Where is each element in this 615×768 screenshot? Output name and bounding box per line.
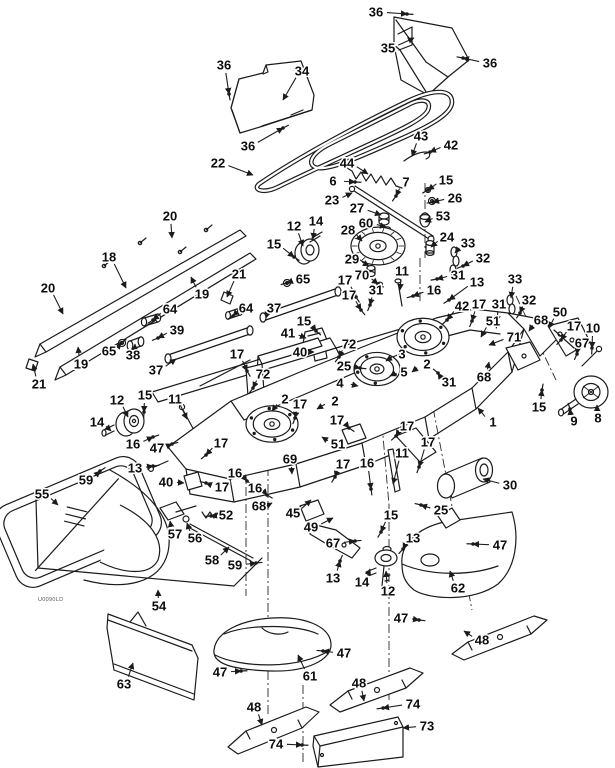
leader-line: [233, 312, 237, 316]
part-label-67: 67: [574, 335, 590, 351]
part-label-55: 55: [34, 486, 50, 502]
leader-line: [396, 189, 400, 196]
leader-line: [463, 261, 473, 266]
part-label-15: 15: [438, 172, 454, 188]
part-label-20: 20: [162, 208, 178, 224]
leader-line: [478, 408, 485, 417]
part-label-25: 25: [433, 502, 449, 518]
leader-line: [258, 714, 262, 725]
fastener-shank: [256, 562, 262, 563]
part-label-16: 16: [125, 436, 141, 452]
part-label-47: 47: [393, 610, 409, 626]
part-label-12: 12: [109, 392, 125, 408]
part-label-57: 57: [167, 526, 183, 542]
leader-line: [231, 671, 241, 672]
part-label-51: 51: [485, 313, 501, 329]
fastener-shank: [317, 650, 323, 651]
leader-line: [114, 264, 126, 288]
caster-wheel-top-12: [295, 232, 322, 264]
part-label-72: 72: [255, 366, 271, 382]
leader-line: [421, 505, 430, 508]
drawing-watermark: U0090LD: [38, 597, 64, 603]
anti-scalp-roller-30: [438, 458, 493, 498]
part-label-32: 32: [521, 292, 537, 308]
part-label-25: 25: [336, 358, 352, 374]
leader-line: [78, 347, 79, 356]
part-label-36: 36: [368, 4, 384, 20]
part-label-36: 36: [240, 138, 256, 154]
fastener-shank: [360, 368, 366, 369]
part-label-54: 54: [151, 598, 167, 614]
part-label-48: 48: [474, 632, 490, 648]
part-label-58: 58: [204, 552, 220, 568]
part-label-16: 16: [247, 480, 263, 496]
part-label-41: 41: [280, 325, 296, 341]
part-label-47: 47: [149, 440, 165, 456]
hanger-assembly: [300, 500, 397, 586]
part-label-27: 27: [349, 200, 365, 216]
leader-line: [428, 184, 436, 190]
leader-line: [403, 727, 416, 728]
part-label-40: 40: [292, 344, 308, 360]
part-label-56: 56: [187, 530, 203, 546]
part-label-33: 33: [507, 271, 523, 287]
part-label-47: 47: [336, 645, 352, 661]
part-label-17: 17: [420, 434, 436, 450]
part-label-36: 36: [216, 57, 232, 73]
leader-line: [413, 292, 423, 296]
part-label-19: 19: [194, 286, 210, 302]
part-label-18: 18: [101, 249, 117, 265]
part-label-11: 11: [168, 391, 182, 407]
part-label-44: 44: [339, 155, 355, 171]
part-label-30: 30: [502, 477, 518, 493]
part-label-31: 31: [450, 267, 466, 283]
part-label-42: 42: [454, 298, 470, 314]
leader-line: [228, 166, 253, 175]
part-label-23: 23: [324, 192, 340, 208]
fastener-shank: [361, 310, 365, 315]
part-label-17: 17: [329, 412, 345, 428]
part-label-72: 72: [341, 336, 357, 352]
leader-line: [337, 561, 340, 571]
part-label-59: 59: [78, 472, 94, 488]
part-label-48: 48: [246, 699, 262, 715]
part-label-64: 64: [162, 301, 178, 317]
part-label-20: 20: [40, 280, 56, 296]
part-label-19: 19: [73, 356, 89, 372]
leader-line: [430, 148, 441, 152]
part-label-42: 42: [443, 137, 459, 153]
part-label-34: 34: [294, 63, 310, 79]
part-label-17: 17: [399, 418, 415, 434]
leader-line: [356, 301, 361, 310]
leader-line: [368, 210, 381, 215]
leader-line: [437, 276, 447, 279]
part-label-17: 17: [566, 318, 582, 334]
part-label-31: 31: [491, 296, 507, 312]
part-label-11: 11: [395, 445, 409, 461]
part-label-12: 12: [286, 218, 302, 234]
part-label-17: 17: [335, 456, 351, 472]
part-label-51: 51: [330, 436, 346, 452]
deck-shell-1: [168, 309, 558, 502]
part-label-17: 17: [341, 287, 357, 303]
part-label-17: 17: [337, 272, 353, 288]
part-label-36: 36: [482, 55, 498, 71]
part-label-22: 22: [210, 155, 226, 171]
leader-line: [464, 631, 472, 636]
part-label-13: 13: [469, 274, 485, 290]
part-label-60: 60: [358, 215, 374, 231]
part-label-17: 17: [292, 396, 308, 412]
leader-line: [246, 563, 256, 564]
part-label-12: 12: [380, 583, 396, 599]
part-label-2: 2: [281, 391, 289, 407]
part-label-13: 13: [127, 460, 143, 476]
part-label-13: 13: [325, 570, 341, 586]
part-label-3: 3: [398, 346, 406, 362]
part-label-2: 2: [331, 393, 339, 409]
part-label-9: 9: [570, 413, 578, 429]
spindle-pulley: [246, 406, 298, 442]
part-label-49: 49: [303, 519, 319, 535]
part-label-16: 16: [227, 465, 243, 481]
part-label-26: 26: [447, 190, 463, 206]
leader-line: [291, 467, 292, 474]
leader-line: [321, 518, 333, 524]
part-label-37: 37: [148, 362, 164, 378]
part-label-68: 68: [533, 312, 549, 328]
leader-line: [158, 333, 167, 338]
part-label-13: 13: [405, 530, 421, 546]
part-label-14: 14: [354, 574, 370, 590]
part-label-47: 47: [492, 537, 508, 553]
part-label-65: 65: [295, 271, 311, 287]
fastener-shank: [393, 196, 396, 201]
fastener-shank: [153, 465, 159, 466]
leader-line: [381, 522, 385, 532]
part-label-6: 6: [329, 173, 337, 189]
part-label-2: 2: [423, 356, 431, 372]
fastener-shank: [377, 708, 383, 709]
part-label-40: 40: [158, 474, 174, 490]
part-label-59: 59: [227, 557, 243, 573]
leader-line: [344, 181, 355, 182]
leader-line: [357, 167, 368, 174]
part-label-17: 17: [229, 346, 245, 362]
part-label-31: 31: [368, 282, 384, 298]
part-label-7: 7: [402, 174, 410, 190]
part-label-14: 14: [308, 213, 324, 229]
part-label-17: 17: [214, 479, 230, 495]
fastener-shank: [419, 620, 425, 621]
idler-spring-44: [347, 168, 402, 188]
part-label-31: 31: [441, 374, 457, 390]
leader-line: [387, 13, 407, 14]
part-label-17: 17: [471, 296, 487, 312]
part-label-33: 33: [460, 235, 476, 251]
part-label-24: 24: [439, 229, 455, 245]
leader-line: [258, 128, 283, 142]
part-label-68: 68: [476, 369, 492, 385]
part-label-38: 38: [125, 347, 141, 363]
leader-line: [171, 224, 172, 238]
part-label-8: 8: [594, 410, 602, 426]
part-label-1: 1: [489, 414, 497, 430]
leader-line: [283, 248, 294, 257]
leader-line: [177, 482, 184, 483]
part-label-64: 64: [238, 300, 254, 316]
part-label-67: 67: [325, 535, 341, 551]
part-label-35: 35: [380, 40, 396, 56]
part-label-68: 68: [251, 498, 267, 514]
leader-line: [383, 705, 402, 708]
part-label-15: 15: [266, 236, 282, 252]
part-label-71: 71: [506, 329, 522, 345]
part-label-5: 5: [400, 364, 408, 380]
leader-line: [226, 73, 229, 94]
part-label-32: 32: [475, 250, 491, 266]
leader-line: [270, 503, 272, 504]
part-label-39: 39: [169, 322, 185, 338]
part-label-61: 61: [302, 668, 318, 684]
discharge-baffle-73: [313, 717, 403, 767]
part-label-11: 11: [395, 263, 409, 279]
part-label-14: 14: [89, 414, 105, 430]
part-label-73: 73: [419, 718, 435, 734]
part-label-15: 15: [531, 399, 547, 415]
part-label-17: 17: [213, 435, 229, 451]
part-label-65: 65: [101, 343, 117, 359]
leader-line: [221, 547, 229, 555]
part-label-21: 21: [231, 266, 247, 282]
part-label-29: 29: [344, 251, 360, 267]
deck-half-shell-61: [214, 618, 331, 671]
part-label-47: 47: [212, 664, 228, 680]
part-label-21: 21: [31, 376, 47, 392]
leader-line: [342, 193, 352, 197]
leader-line: [53, 295, 63, 314]
belt-cover-35: [394, 17, 469, 95]
part-label-15: 15: [296, 313, 312, 329]
part-label-74: 74: [268, 736, 284, 752]
part-label-50: 50: [552, 304, 568, 320]
part-label-4: 4: [336, 375, 344, 391]
part-label-74: 74: [405, 696, 421, 712]
part-label-63: 63: [116, 676, 132, 692]
part-label-16: 16: [426, 282, 442, 298]
part-label-16: 16: [359, 455, 375, 471]
part-label-53: 53: [435, 208, 451, 224]
part-label-62: 62: [450, 580, 466, 596]
part-label-15: 15: [137, 387, 153, 403]
part-label-15: 15: [383, 507, 399, 523]
part-label-28: 28: [340, 222, 356, 238]
part-label-43: 43: [413, 128, 429, 144]
leader-line: [287, 744, 302, 745]
part-label-45: 45: [285, 505, 301, 521]
fastener-shank: [355, 540, 361, 541]
part-label-69: 69: [282, 451, 298, 467]
part-label-70: 70: [354, 267, 370, 283]
fastener-shank: [392, 436, 396, 440]
part-label-48: 48: [351, 675, 367, 691]
leader-line: [369, 471, 371, 489]
part-label-37: 37: [266, 300, 282, 316]
leader-line: [473, 544, 489, 545]
belt-guard-strips: [26, 225, 256, 380]
part-label-52: 52: [218, 507, 234, 523]
part-label-10: 10: [585, 320, 601, 336]
